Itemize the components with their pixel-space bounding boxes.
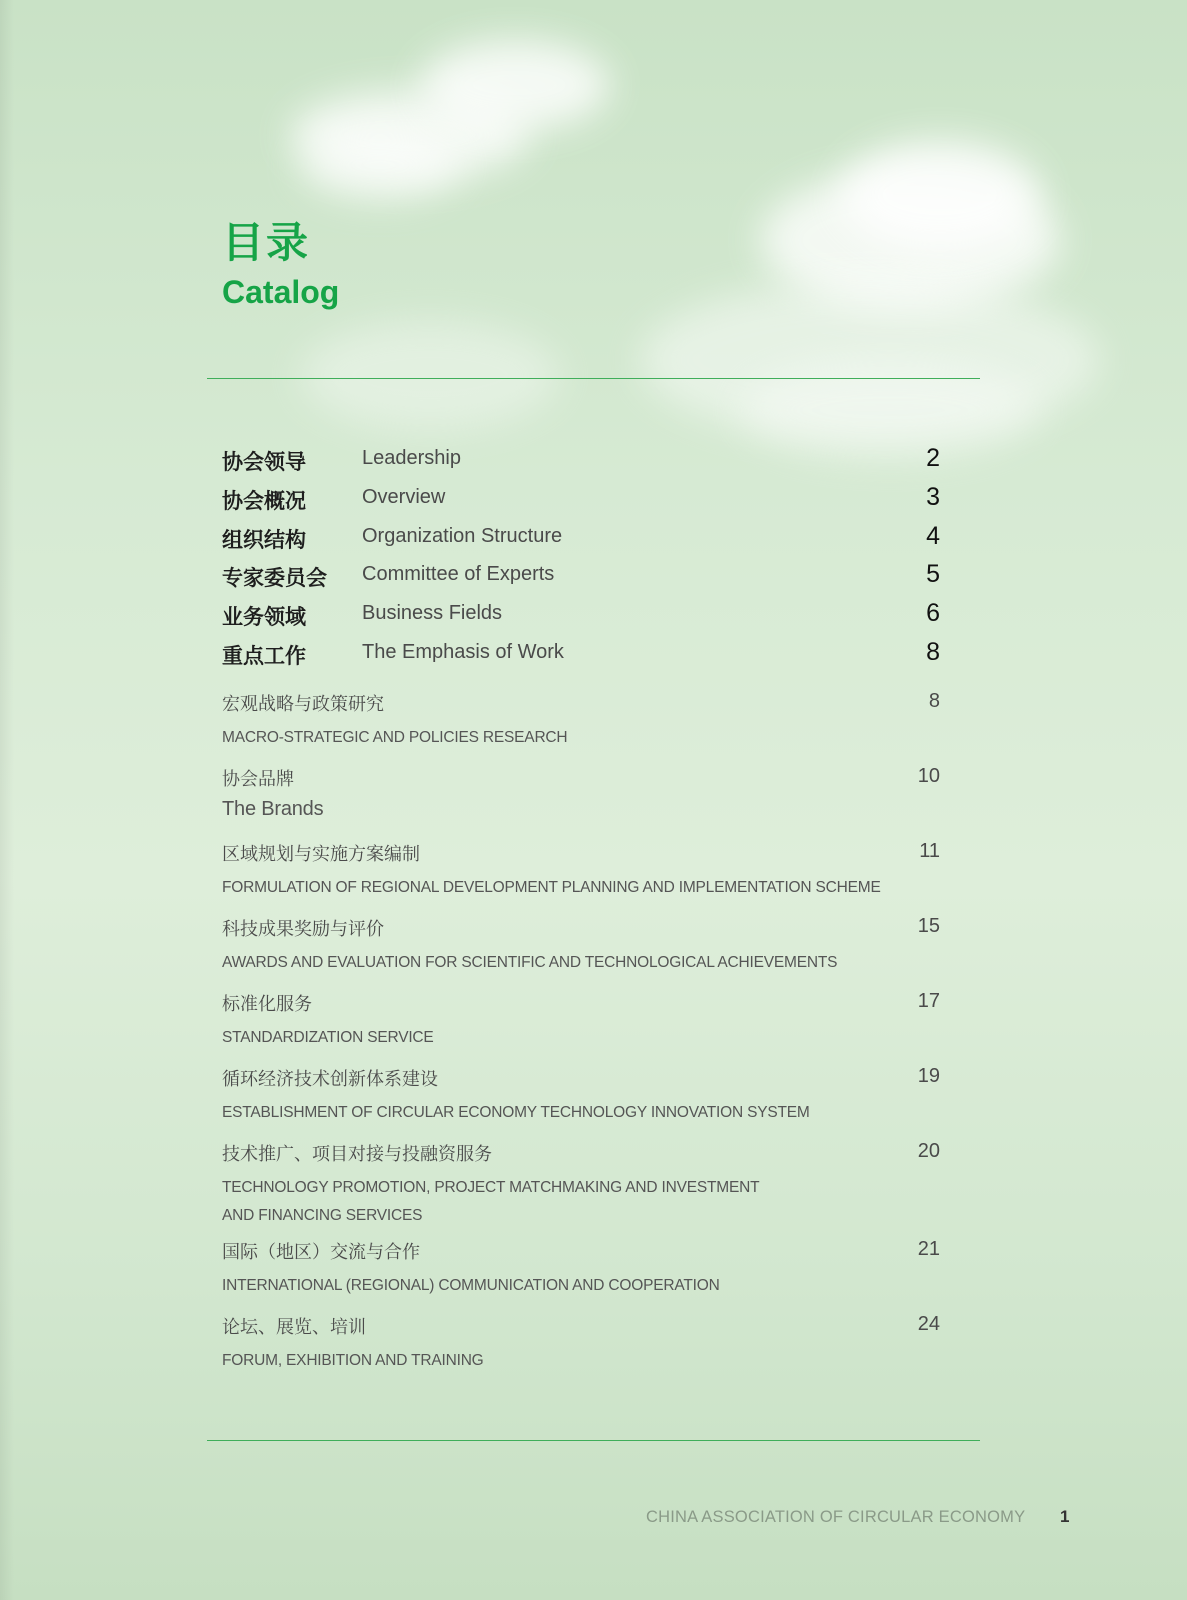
toc-subentry-en: STANDARDIZATION SERVICE (222, 1029, 434, 1046)
toc-subentry-cn: 科技成果奖励与评价 (222, 919, 384, 940)
toc-subentry-cn: 协会品牌 (222, 769, 294, 790)
toc-subentry-en: The Brands (222, 798, 324, 820)
page-title-cn: 目录 (222, 218, 311, 267)
toc-entry-en: Leadership (362, 447, 461, 469)
top-divider (207, 378, 980, 379)
cloud-decoration (840, 140, 1040, 250)
toc-entry-en: Committee of Experts (362, 563, 555, 586)
toc-entry-cn: 业务领域 (222, 605, 306, 630)
toc-subentry-page: 24 (917, 1313, 940, 1335)
toc-subentry-cn: 国际（地区）交流与合作 (222, 1242, 420, 1263)
toc-entry-cn: 重点工作 (222, 643, 306, 668)
toc-subentry-cn: 论坛、展览、培训 (222, 1317, 366, 1338)
toc-subentry-en: INTERNATIONAL (REGIONAL) COMMUNICATION AND COOPERATION (222, 1277, 720, 1294)
toc-entry-leadership[interactable] (222, 444, 940, 483)
bottom-divider (207, 1440, 980, 1441)
toc-subentry-cn: 宏观战略与政策研究 (222, 694, 384, 715)
toc-subentry-page: 21 (917, 1238, 940, 1260)
cloud-decoration (300, 130, 460, 200)
page-title-en: Catalog (222, 274, 340, 310)
cloud-decoration (300, 320, 560, 430)
toc-subentry-page: 15 (917, 915, 940, 937)
toc-entry-business-fields[interactable] (222, 599, 940, 638)
toc-subentry-page: 8 (928, 690, 940, 712)
toc-subentry-brands[interactable] (222, 765, 940, 840)
toc-entry-en: Overview (362, 485, 446, 508)
toc-subentry-innovation-system[interactable] (222, 1065, 940, 1140)
toc-subentry-en: FORUM, EXHIBITION AND TRAINING (222, 1352, 484, 1369)
footer-organization: CHINA ASSOCIATION OF CIRCULAR ECONOMY (646, 1508, 1026, 1526)
toc-entry-en: Organization Structure (362, 524, 563, 547)
toc-entry-page: 8 (926, 637, 940, 666)
page-edge-shadow (0, 0, 14, 1600)
toc-entry-en: Business Fields (362, 602, 503, 625)
toc-entry-committee-of-experts[interactable] (222, 560, 940, 599)
toc-subentry-en: AWARDS AND EVALUATION FOR SCIENTIFIC AND TECHNOLOGICAL ACHIEVEMENTS (222, 954, 838, 971)
toc-entry-cn: 协会概况 (222, 488, 306, 513)
toc-subentry-page: 17 (917, 990, 940, 1012)
toc-subentry-cn: 标准化服务 (222, 994, 312, 1015)
cloud-decoration (420, 40, 610, 130)
toc-subentry-regional-planning[interactable] (222, 840, 940, 915)
toc-subentry-en: MACRO-STRATEGIC AND POLICIES RESEARCH (222, 729, 568, 746)
toc-entry-cn: 专家委员会 (222, 566, 327, 591)
toc-subentry-awards-evaluation[interactable] (222, 915, 940, 990)
toc-entry-organization-structure[interactable] (222, 522, 940, 561)
toc-entry-page: 3 (926, 482, 940, 511)
toc-entry-emphasis-of-work[interactable] (222, 638, 940, 677)
toc-entry-cn: 协会领导 (222, 450, 306, 474)
toc-subentry-cn: 区域规划与实施方案编制 (222, 844, 420, 865)
toc-entry-page: 4 (926, 521, 940, 550)
toc-subentry-page: 19 (917, 1065, 940, 1087)
toc-subentry-macro-strategic[interactable] (222, 690, 940, 765)
toc-entry-page: 5 (926, 560, 940, 589)
toc-subentry-forum-exhibition[interactable] (222, 1313, 940, 1388)
toc-subentry-cn: 技术推广、项目对接与投融资服务 (222, 1144, 492, 1165)
main-contents-list (222, 444, 940, 677)
toc-subentry-en: FORMULATION OF REGIONAL DEVELOPMENT PLANNING AND IMPLEMENTATION SCHEME (222, 879, 881, 896)
footer-page-number: 1 (1060, 1507, 1070, 1526)
toc-entry-en: The Emphasis of Work (362, 640, 564, 663)
toc-subentry-international-cooperation[interactable] (222, 1238, 940, 1313)
toc-entry-cn: 组织结构 (222, 527, 306, 552)
toc-entry-page: 6 (926, 599, 940, 628)
toc-subentry-page: 20 (917, 1140, 940, 1162)
toc-entry-overview[interactable] (222, 483, 940, 522)
toc-subentry-en: TECHNOLOGY PROMOTION, PROJECT MATCHMAKING AND INVESTMENT AND FINANCING SERVICES (222, 1179, 760, 1224)
toc-subentry-en: ESTABLISHMENT OF CIRCULAR ECONOMY TECHNOLOGY INNOVATION SYSTEM (222, 1104, 810, 1121)
sub-contents-list (222, 690, 940, 1388)
toc-subentry-technology-promotion[interactable] (222, 1140, 940, 1238)
toc-subentry-page: 10 (917, 765, 940, 787)
toc-entry-page: 2 (926, 444, 940, 472)
toc-subentry-standardization[interactable] (222, 990, 940, 1065)
toc-subentry-cn: 循环经济技术创新体系建设 (222, 1069, 438, 1090)
toc-subentry-page: 11 (919, 840, 940, 862)
